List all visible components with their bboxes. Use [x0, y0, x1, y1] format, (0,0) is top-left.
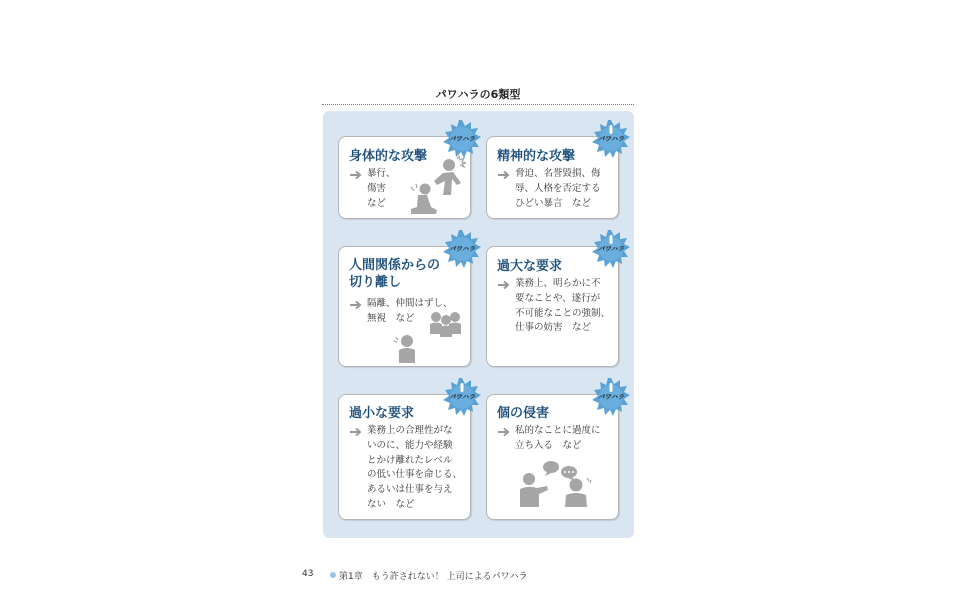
arrow-icon [349, 300, 363, 310]
card-description: 私的なことに過度に 立ち入る など [515, 425, 601, 451]
card-description: 暴行、 傷害 など [367, 168, 396, 209]
page-title: パワハラの6類型 [435, 88, 521, 101]
card-title: 個の侵害 [497, 406, 550, 421]
pawahara-badge: パワハラ [443, 230, 481, 268]
card-title: 身体的な攻撃 [349, 149, 428, 164]
bullet-dot-icon [330, 572, 336, 578]
page-number: 43 [302, 569, 314, 579]
pawahara-badge: パワハラ [592, 230, 630, 268]
pawahara-badge: パワハラ [443, 378, 481, 416]
pawahara-badge: パワハラ [592, 378, 630, 416]
card-description: 脅迫、名誉毀損、侮 辱、人格を否定する ひどい暴言 など [515, 168, 601, 209]
arrow-icon [349, 427, 363, 437]
card-title: 精神的な攻撃 [497, 149, 576, 164]
prying-conversation-icon [517, 459, 597, 511]
arrow-icon [497, 427, 511, 437]
title-divider [322, 104, 634, 105]
pawahara-badge: パワハラ [443, 120, 481, 158]
pawahara-badge: パワハラ [592, 120, 630, 158]
arrow-icon [497, 280, 511, 290]
isolated-person-icon [389, 309, 469, 365]
card-description: 業務上の合理性がな いのに、能力や経験 とかけ離れたレベル の低い仕事を命じる、 あるいは仕事を与え ない など [367, 425, 463, 510]
card-title: 人間関係からの 切り離し [349, 258, 441, 290]
arrow-icon [349, 170, 363, 180]
arrow-icon [497, 170, 511, 180]
card-title: 過大な要求 [497, 259, 563, 274]
assault-figures-icon [403, 155, 471, 215]
card-description: 隔離、仲間はずし、 無視 など [367, 298, 453, 324]
card-title: 過小な要求 [349, 406, 415, 421]
card-description: 業務上、明らかに不 要なことや、遂行が 不可能なことの強制、 仕事の妨害 など [515, 278, 611, 334]
chapter-title: 第1章 もう許されない！ 上司によるパワハラ [339, 572, 528, 582]
